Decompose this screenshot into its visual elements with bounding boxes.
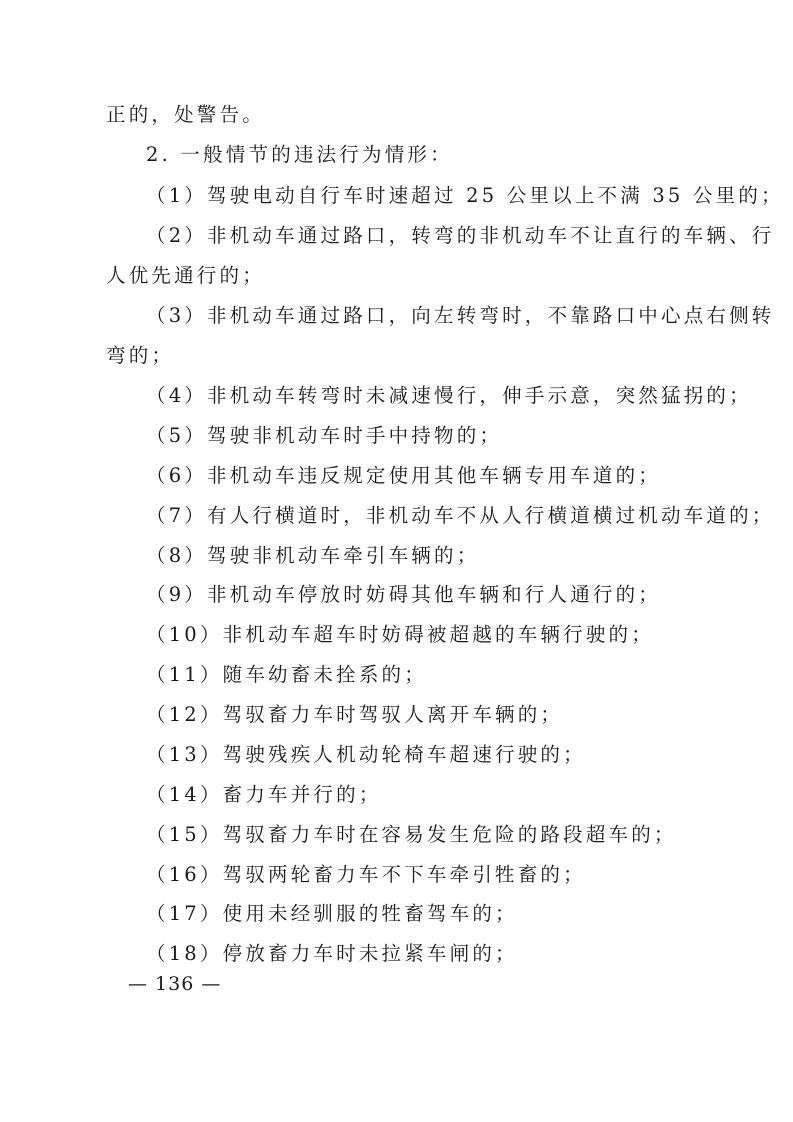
list-item: （8）驾驶非机动车牵引车辆的； (146, 544, 480, 567)
list-item: （7）有人行横道时，非机动车不从人行横道横过机动车道的； (146, 504, 775, 527)
list-item: （12）驾驭畜力车时驾驭人离开车辆的； (146, 703, 564, 726)
text-line: 正的，处警告。 (106, 103, 265, 126)
list-item: （4）非机动车转弯时未减速慢行，伸手示意，突然猛拐的； (146, 384, 752, 407)
list-item: （2）非机动车通过路口，转弯的非机动车不让直行的车辆、行 (146, 224, 775, 247)
list-item: （1）驾驶电动自行车时速超过 25 公里以上不满 35 公里的； (146, 184, 784, 207)
page-number: — 136 — (128, 973, 222, 995)
list-item: （14）畜力车并行的； (146, 783, 382, 806)
list-item: （17）使用未经驯服的牲畜驾车的； (146, 902, 518, 925)
list-item: （5）驾驶非机动车时手中持物的； (146, 424, 503, 447)
list-item: （13）驾驶残疾人机动轮椅车超速行驶的； (146, 743, 586, 766)
list-item: （10）非机动车超车时妨碍被超越的车辆行驶的； (146, 623, 654, 646)
list-item-continuation: 人优先通行的； (106, 264, 265, 287)
list-item: （11）随车幼畜未拴系的； (146, 663, 427, 686)
list-item: （18）停放畜力车时未拉紧车闸的； (146, 942, 518, 965)
list-item: （9）非机动车停放时妨碍其他车辆和行人通行的； (146, 583, 662, 606)
list-item-continuation: 弯的； (106, 344, 175, 367)
list-item: （6）非机动车违反规定使用其他车辆专用车道的； (146, 464, 662, 487)
section-heading: 2. 一般情节的违法行为情形： (146, 143, 453, 166)
list-item: （16）驾驭两轮畜力车不下车牵引牲畜的； (146, 863, 586, 886)
list-item: （15）驾驭畜力车时在容易发生危险的路段超车的； (146, 823, 677, 846)
list-item: （3）非机动车通过路口，向左转弯时，不靠路口中心点右侧转 (146, 304, 775, 327)
